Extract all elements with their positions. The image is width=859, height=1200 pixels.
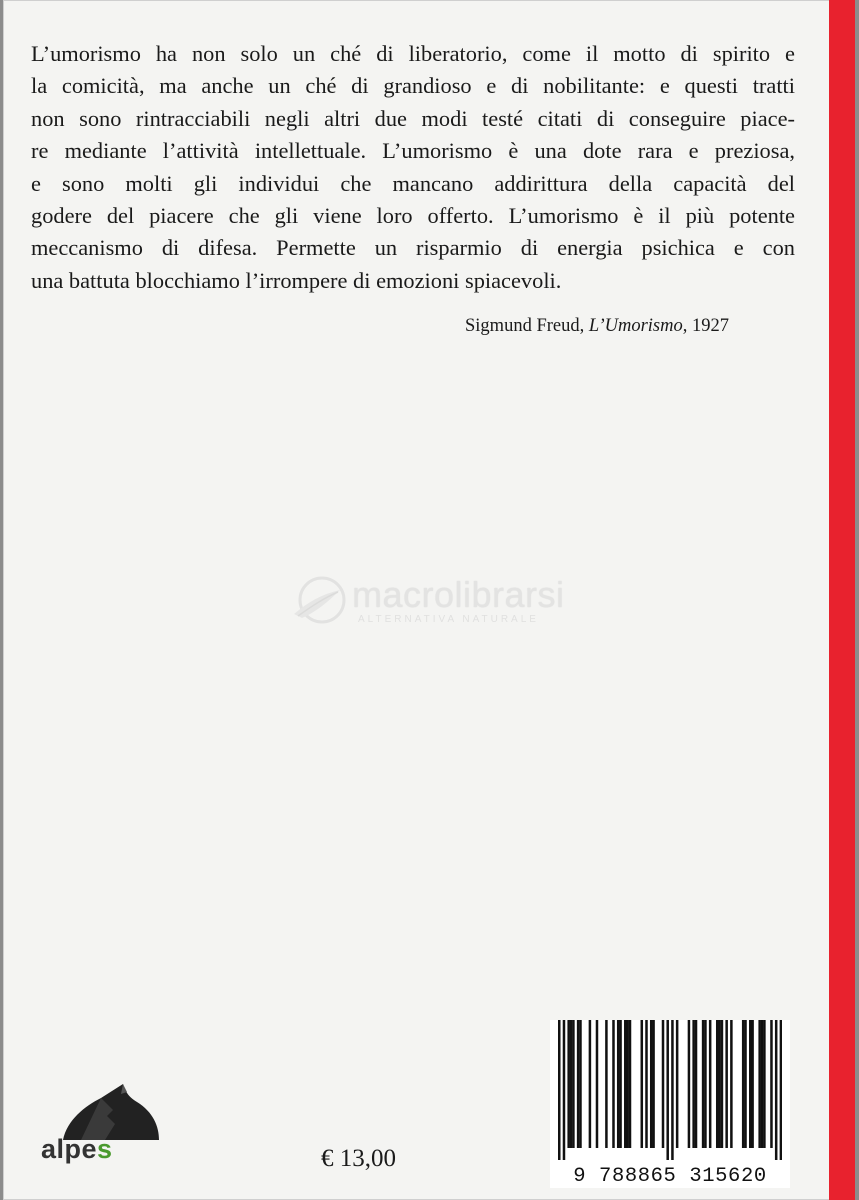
barcode-bar xyxy=(716,1020,719,1148)
barcode-bar xyxy=(718,1020,721,1148)
barcode-bar xyxy=(619,1020,622,1148)
quote-line: la comicità, ma anche un ché di grandioso e di nobilitante: e questi tratti xyxy=(31,73,795,99)
barcode-bar xyxy=(704,1020,707,1148)
price-label: € 13,00 xyxy=(321,1145,396,1172)
barcode-bar xyxy=(577,1020,580,1148)
barcode-digits: 9 788865 315620 xyxy=(573,1165,767,1188)
quote-line: L’umorismo ha non solo un ché di liberatorio, come il motto di spirito e xyxy=(31,41,795,66)
red-spine-band xyxy=(829,0,855,1200)
barcode-bar xyxy=(662,1020,665,1148)
quote-line: e sono molti gli individui che mancano addirittura della capacità del xyxy=(31,170,795,196)
barcode-bar xyxy=(671,1020,674,1160)
attribution-work: L’Umorismo xyxy=(588,316,683,336)
barcode-bar xyxy=(709,1020,712,1148)
barcode-bar xyxy=(617,1020,620,1148)
barcode-bar xyxy=(758,1020,761,1148)
barcode-bar xyxy=(688,1020,691,1148)
attribution-author: Sigmund Freud, xyxy=(465,316,589,336)
publisher-name-main: alpe xyxy=(41,1134,98,1164)
barcode-bar xyxy=(725,1020,728,1148)
quote-line: non sono rintracciabili negli altri due modi testé citati di conseguire piace- xyxy=(31,105,795,131)
leaf-logo-icon xyxy=(288,572,350,632)
barcode-bar xyxy=(570,1020,573,1148)
quote-attribution xyxy=(465,316,765,337)
barcode-bar xyxy=(589,1020,592,1148)
barcode-bar xyxy=(721,1020,724,1148)
barcode-bar xyxy=(641,1020,644,1148)
barcode-bar xyxy=(666,1020,669,1160)
book-back-cover xyxy=(3,0,855,1200)
barcode-bar xyxy=(567,1020,570,1148)
quote-line: re mediante l’attività intellettuale. L’umorismo è una dote rara e preziosa, xyxy=(31,138,795,164)
barcode-bar xyxy=(563,1020,566,1160)
barcode-bar xyxy=(742,1020,745,1148)
barcode-bar xyxy=(605,1020,608,1148)
quote-line: godere del piacere che gli viene loro offerto. L’umorismo è il più potente xyxy=(31,202,795,228)
quote-block xyxy=(31,38,795,297)
barcode-bar xyxy=(629,1020,632,1148)
watermark-tagline: ALTERNATIVA NATURALE xyxy=(358,614,539,625)
barcode-bar xyxy=(579,1020,582,1148)
isbn-barcode xyxy=(550,1020,790,1188)
barcode-bar xyxy=(775,1020,778,1160)
barcode-bar xyxy=(626,1020,629,1148)
barcode-bar xyxy=(645,1020,648,1148)
barcode-bar xyxy=(761,1020,764,1148)
barcode-bar xyxy=(763,1020,766,1148)
barcode-bar xyxy=(770,1020,773,1148)
barcode-bar xyxy=(572,1020,575,1148)
quote-line: una battuta blocchiamo l’irrompere di emozioni spiacevoli. xyxy=(31,267,562,293)
attribution-year: , 1927 xyxy=(682,316,729,336)
publisher-name xyxy=(41,1134,113,1165)
barcode-bar xyxy=(744,1020,747,1148)
barcode-bar xyxy=(596,1020,599,1148)
watermark xyxy=(288,572,598,632)
barcode-bar xyxy=(730,1020,733,1148)
quote-line: meccanismo di difesa. Permette un risparmio di energia psichica e con xyxy=(31,235,795,261)
barcode-bar xyxy=(692,1020,695,1148)
publisher-name-accent: s xyxy=(97,1134,113,1164)
watermark-name: macrolibrarsi xyxy=(352,574,565,615)
barcode-bar xyxy=(624,1020,627,1148)
publisher-logo xyxy=(41,1080,171,1180)
barcode-bar xyxy=(780,1020,782,1160)
barcode-bars xyxy=(558,1020,782,1160)
barcode-bar xyxy=(676,1020,679,1148)
barcode-bar xyxy=(695,1020,698,1148)
barcode-bar xyxy=(702,1020,705,1148)
barcode-bar xyxy=(612,1020,615,1148)
barcode-bar xyxy=(749,1020,752,1148)
barcode-bar xyxy=(558,1020,561,1160)
barcode-bar xyxy=(650,1020,653,1148)
barcode-bar xyxy=(652,1020,655,1148)
barcode-bar xyxy=(751,1020,754,1148)
